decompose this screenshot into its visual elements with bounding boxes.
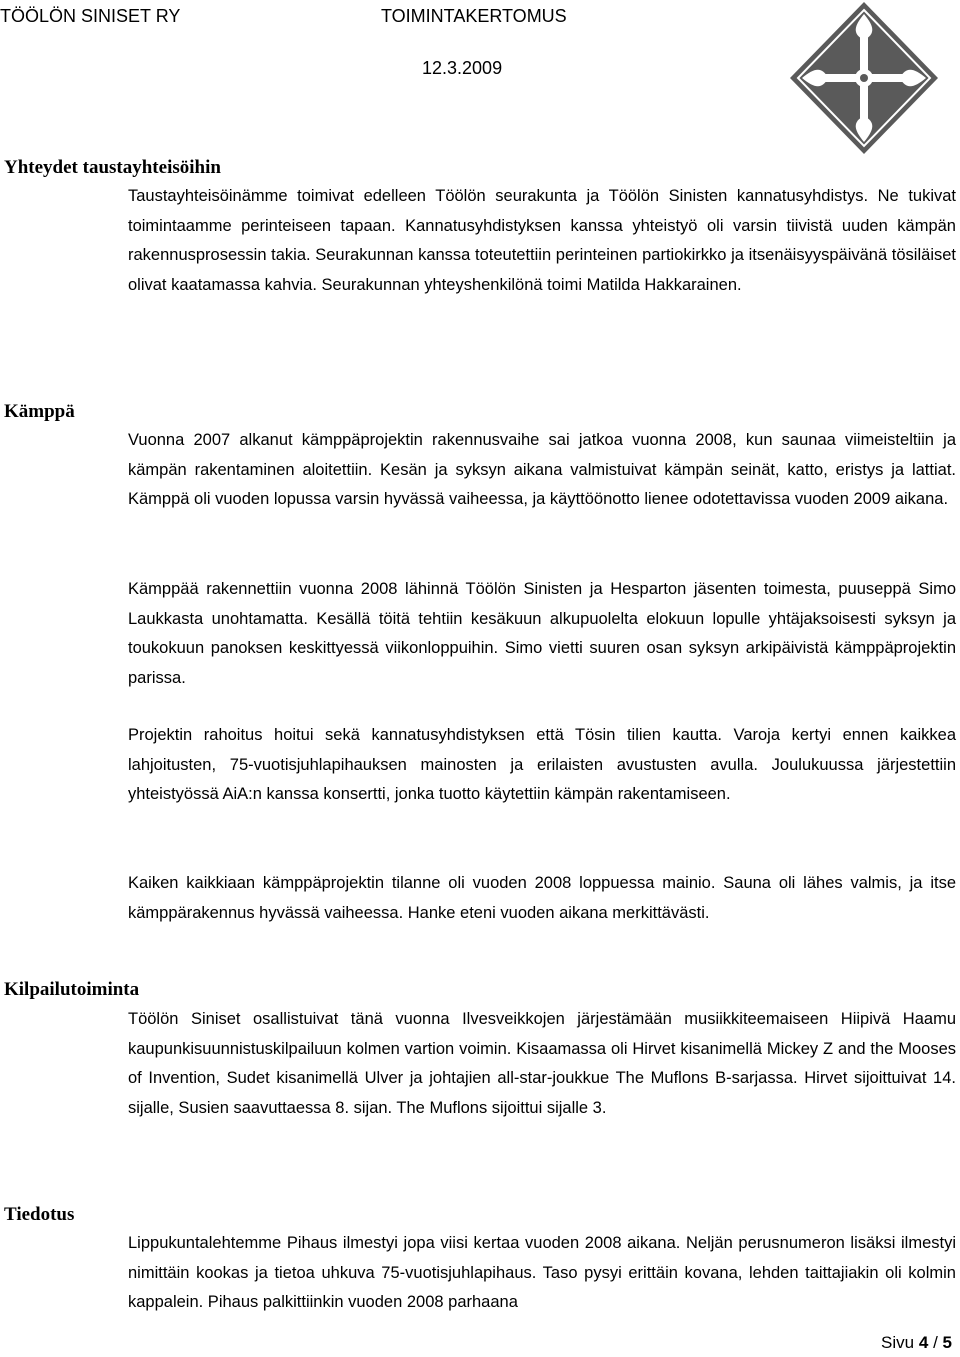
page-number [881,1332,952,1354]
paragraph-tiedotus: Lippukuntalehtemme Pihaus ilmestyi jopa viisi kertaa vuoden 2008 aikana. Neljän perusnumeron lisäksi ilmestyi nimittäin kookas ja tietoa uhkuva 75-vuotisjuhlapihaus. Taso pysyi erittäin kovana, lehden taittajiakin oli kolmin kappalein. Pihaus palkittiinkin vuoden 2008 parhaana [128,1234,956,1311]
paragraph-kamppa-1: Vuonna 2007 alkanut kämppäprojektin rakennusvaihe sai jatkoa vuonna 2008, kun saunaa viimeisteltiin ja kämpän rakentaminen aloitettiin. Kesän ja syksyn aikana valmistuivat kämpän seinät, katto, eristys ja lattiat. Kämppä oli vuoden lopussa varsin hyvässä vaiheessa, ja käyttöönotto lienee odotettavissa vuoden 2009 aikana. [128,431,956,508]
section-heading-kilpailutoiminta: Kilpailutoiminta [4,979,140,1000]
section-heading-taustayhteisot: Yhteydet taustayhteisöihin [4,157,221,178]
section-heading-tiedotus: Tiedotus [4,1204,75,1225]
page-total: 5 [942,1333,952,1352]
header-doc-title: TOIMINTAKERTOMUS [381,6,567,26]
header-org: TÖÖLÖN SINISET RY [0,6,181,26]
paragraph-kamppa-3: Projektin rahoitus hoitui sekä kannatusyhdistyksen että Tösin tilien kautta. Varoja kertyi ennen kaikkea lahjoitusten, 75-vuotisjuhlapihauksen mainosten ja erilaisten avustusten avulla. Joulukuussa järjestettiin yhteistyössä AiA:n kanssa konsertti, jonka tuotto käytettiin kämpän rakentamiseen. [128,726,956,803]
page-current: 4 [918,1333,929,1352]
header-date: 12.3.2009 [422,58,503,78]
paragraph-kilpailutoiminta: Töölön Siniset osallistuivat tänä vuonna Ilvesveikkojen järjestämään musiikkiteemaiseen Hiipivä Haamu kaupunkisuunnistuskilpailuun kolmen vartion voimin. Kisaamassa oli Hirvet kisanimellä Mickey Z and the Mooses of Invention, Sudet kisanimellä Ulver ja johtajien all-star-joukkue The Muflons B-sarjassa. Hirvet sijoittuivat 14. sijalle, Susien saavuttaessa 8. sijan. The Muflons sijoittui sijalle 3. [128,1010,956,1117]
fleur-cross-diamond-icon [788,0,940,156]
paragraph-kamppa-2: Kämppää rakennettiin vuonna 2008 lähinnä Töölön Sinisten ja Hesparton jäsenten toimesta, puuseppä Simo Laukkasta unohtamatta. Kesällä töitä tehtiin kesäkuun alkupuolelta elokuun lopulle yhtäjaksoisesti syksyn ja toukokuun panoksen keskittyessä viikonloppuihin. Simo vietti suuren osan syksyn arkipäivistä kämppäprojektin parissa. [128,580,956,687]
paragraph-taustayhteisot: Taustayhteisöinämme toimivat edelleen Töölön seurakunta ja Töölön Sinisten kannatusyhdistys. Ne tukivat toimintaamme perinteiseen tapaan. Kannatusyhdistyksen kanssa yhteistyö oli varsin tiivistä uuden kämpän rakennusprosessin takia. Seurakunnan kanssa toteutettiin perinteinen partiokirkko ja itsenäisyyspäivänä tösiläiset olivat kaatamassa kahvia. Seurakunnan yhteyshenkilönä toimi Matilda Hakkarainen. [128,187,956,294]
paragraph-kamppa-4: Kaiken kaikkiaan kämppäprojektin tilanne oli vuoden 2008 loppuessa mainio. Sauna oli lähes valmis, ja itse kämppärakennus hyvässä vaiheessa. Hanke eteni vuoden aikana merkittävästi. [128,874,956,922]
page-label: Sivu [881,1333,915,1352]
page-separator: / [933,1333,938,1352]
section-heading-kamppa: Kämppä [4,401,75,422]
